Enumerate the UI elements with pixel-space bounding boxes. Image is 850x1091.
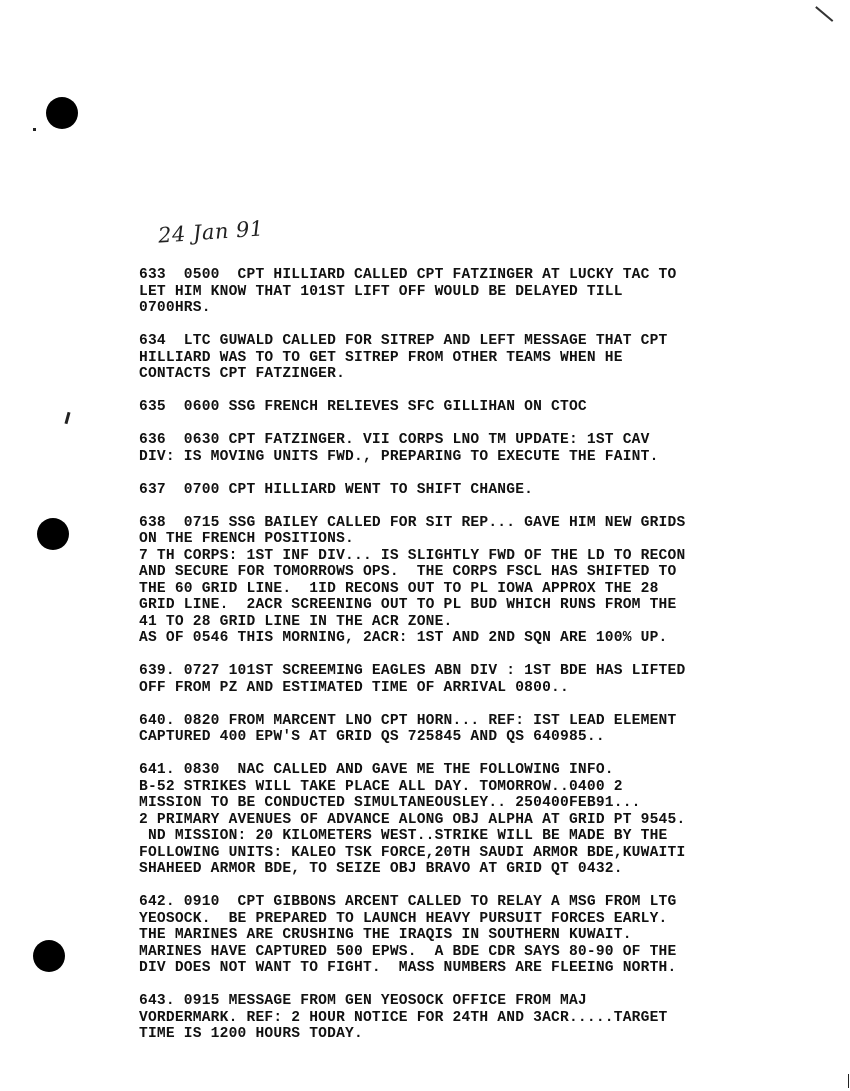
log-entry-line: 635 0600 SSG FRENCH RELIEVES SFC GILLIHAN ON CTOC xyxy=(139,399,587,415)
log-entry-line: 2 PRIMARY AVENUES OF ADVANCE ALONG OBJ ALPHA AT GRID PT 9545. xyxy=(139,811,686,828)
log-entry xyxy=(139,713,839,746)
log-entry-line: ND MISSION: 20 KILOMETERS WEST..STRIKE WILL BE MADE BY THE xyxy=(139,828,668,844)
log-entry-line: MARINES HAVE CAPTURED 500 EPWS. A BDE CDR SAYS 80-90 OF THE xyxy=(139,943,677,960)
log-entry-line: B-52 STRIKES WILL TAKE PLACE ALL DAY. TOMORROW..0400 2 xyxy=(139,778,623,795)
log-entry-line: AND SECURE FOR TOMORROWS OPS. THE CORPS FSCL HAS SHIFTED TO xyxy=(139,564,677,580)
log-entry xyxy=(139,762,839,878)
log-entry xyxy=(139,267,839,317)
log-entry-line: 641. 0830 NAC CALLED AND GAVE ME THE FOLLOWING INFO. xyxy=(139,762,614,778)
log-entry xyxy=(139,993,839,1043)
log-entry xyxy=(139,333,839,383)
corner-scratch-mark xyxy=(816,6,834,21)
log-entry-line: DIV DOES NOT WANT TO FIGHT. MASS NUMBERS ARE FLEEING NORTH. xyxy=(139,960,677,976)
log-entry-line: 41 TO 28 GRID LINE IN THE ACR ZONE. xyxy=(139,613,453,630)
log-entry-line: 7 TH CORPS: 1ST INF DIV... IS SLIGHTLY FWD OF THE LD TO RECON xyxy=(139,547,686,564)
ink-speck xyxy=(33,128,36,131)
log-entry-line: YEOSOCK. BE PREPARED TO LAUNCH HEAVY PURSUIT FORCES EARLY. xyxy=(139,910,668,927)
log-entry xyxy=(139,894,839,977)
log-entry-line: 0700HRS. xyxy=(139,300,211,316)
log-entry-line: OFF FROM PZ AND ESTIMATED TIME OF ARRIVAL 0800.. xyxy=(139,679,569,696)
punch-hole-bottom xyxy=(33,940,65,972)
handwritten-date: 24 Jan 91 xyxy=(157,216,265,248)
log-entry-line: 640. 0820 FROM MARCENT LNO CPT HORN... REF: IST LEAD ELEMENT xyxy=(139,712,677,729)
log-entry xyxy=(139,515,839,647)
log-entry-line: 636 0630 CPT FATZINGER. VII CORPS LNO TM UPDATE: 1ST CAV xyxy=(139,432,650,448)
log-entry xyxy=(139,663,839,696)
log-entry-line: FOLLOWING UNITS: KALEO TSK FORCE,20TH SAUDI ARMOR BDE,KUWAITI xyxy=(139,844,686,861)
ink-speck xyxy=(64,412,70,424)
log-entry xyxy=(139,432,839,465)
duty-log xyxy=(139,267,839,1059)
punch-hole-top xyxy=(46,97,78,129)
edge-mark xyxy=(848,1074,849,1088)
log-entry-line: CAPTURED 400 EPW'S AT GRID QS 725845 AND QS 640985.. xyxy=(139,729,605,745)
log-entry-line: ON THE FRENCH POSITIONS. xyxy=(139,531,354,547)
log-entry-line: AS OF 0546 THIS MORNING, 2ACR: 1ST AND 2ND SQN ARE 100% UP. xyxy=(139,630,668,646)
log-entry xyxy=(139,482,839,499)
log-entry-line: 643. 0915 MESSAGE FROM GEN YEOSOCK OFFICE FROM MAJ xyxy=(139,993,587,1009)
log-entry-line: 637 0700 CPT HILLIARD WENT TO SHIFT CHANGE. xyxy=(139,481,534,498)
log-entry-line: DIV: IS MOVING UNITS FWD., PREPARING TO EXECUTE THE FAINT. xyxy=(139,448,659,465)
log-entry-line: GRID LINE. 2ACR SCREENING OUT TO PL BUD WHICH RUNS FROM THE xyxy=(139,597,677,613)
log-entry-line: HILLIARD WAS TO TO GET SITREP FROM OTHER TEAMS WHEN HE xyxy=(139,349,623,366)
log-entry-line: 639. 0727 101ST SCREEMING EAGLES ABN DIV : 1ST BDE HAS LIFTED xyxy=(139,663,686,679)
log-entry-line: 642. 0910 CPT GIBBONS ARCENT CALLED TO RELAY A MSG FROM LTG xyxy=(139,894,677,910)
punch-hole-middle xyxy=(37,518,69,550)
log-entry-line: MISSION TO BE CONDUCTED SIMULTANEOUSLEY.. 250400FEB91... xyxy=(139,795,641,811)
log-entry-line: 634 LTC GUWALD CALLED FOR SITREP AND LEFT MESSAGE THAT CPT xyxy=(139,333,668,349)
log-entry-line: CONTACTS CPT FATZINGER. xyxy=(139,366,346,382)
log-entry xyxy=(139,399,839,416)
log-entry-line: THE MARINES ARE CRUSHING THE IRAQIS IN SOUTHERN KUWAIT. xyxy=(139,927,632,943)
log-entry-line: TIME IS 1200 HOURS TODAY. xyxy=(139,1026,363,1042)
log-entry-line: LET HIM KNOW THAT 101ST LIFT OFF WOULD BE DELAYED TILL xyxy=(139,283,623,300)
log-entry-line: SHAHEED ARMOR BDE, TO SEIZE OBJ BRAVO AT GRID QT 0432. xyxy=(139,861,623,877)
log-entry-line: 633 0500 CPT HILLIARD CALLED CPT FATZINGER AT LUCKY TAC TO xyxy=(139,267,677,283)
log-entry-line: 638 0715 SSG BAILEY CALLED FOR SIT REP... GAVE HIM NEW GRIDS xyxy=(139,514,686,531)
log-entry-line: THE 60 GRID LINE. 1ID RECONS OUT TO PL IOWA APPROX THE 28 xyxy=(139,580,659,597)
log-entry-line: VORDERMARK. REF: 2 HOUR NOTICE FOR 24TH AND 3ACR.....TARGET xyxy=(139,1009,668,1026)
